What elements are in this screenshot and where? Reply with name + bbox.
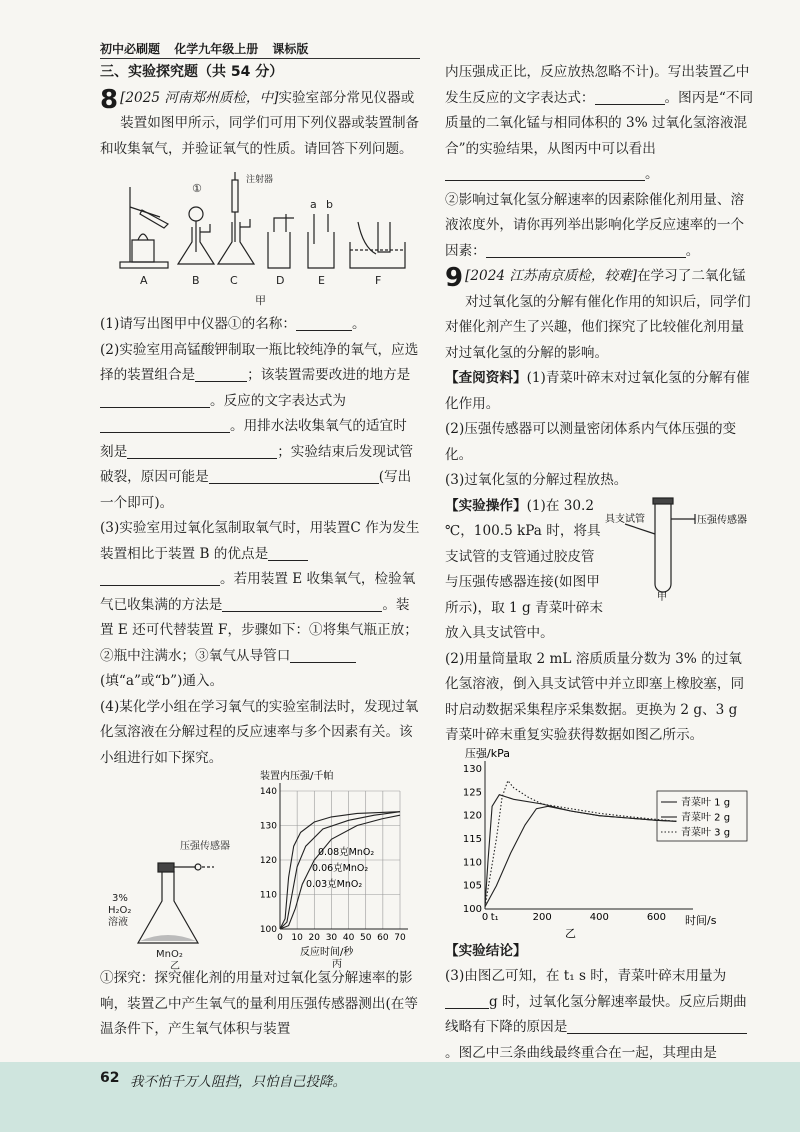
q9-source: [2024 江苏南京质检，较难] (465, 268, 637, 284)
tube-sensor-label: 压强传感器 (697, 514, 747, 526)
apparatus-b (178, 207, 214, 264)
subject: 化学九年级上册 (174, 42, 259, 56)
book-name: 初中必刷题 (100, 42, 161, 56)
x-tick-label: 400 (589, 911, 609, 923)
y-axis-label: 装置内压强/千帕 (260, 771, 334, 782)
left-column (100, 60, 420, 1043)
y-tick-label: 130 (259, 821, 277, 832)
label-b: B (192, 274, 200, 287)
y-tick-label: 130 (462, 763, 482, 775)
x-tick-label: 10 (291, 933, 303, 943)
q8-source: [2025 河南郑州质检，中] (120, 89, 279, 106)
y-tick-label: 120 (259, 856, 277, 866)
footer (0, 1062, 800, 1132)
yi-solution-3: 溶液 (108, 917, 128, 928)
chart-caption: 丙 (332, 959, 342, 970)
apparatus-f (350, 222, 405, 268)
legend-label-1: 青菜叶 1 g (681, 797, 731, 808)
series-line-2 (485, 806, 676, 906)
x-tick-label: 600 (646, 911, 666, 923)
q9-ref1: 【查阅资料】(1)青菜叶碎末对过氧化氢的分解有催化作用。 (445, 370, 750, 412)
series-label-3: 0.03克MnO₂ (306, 879, 363, 890)
y-tick-label: 100 (462, 903, 482, 915)
fig-caption-yi: 乙 (170, 961, 180, 972)
x-tick-label: 200 (532, 911, 552, 923)
x-tick-label: 60 (377, 933, 389, 943)
y-tick-label: 110 (462, 856, 482, 868)
x-tick-label: 0 (481, 911, 489, 923)
yi-solution-2: H₂O₂ (108, 905, 132, 916)
series-label-1: 0.08克MnO₂ (318, 847, 375, 858)
edition: 课标版 (272, 42, 309, 56)
q9-concl-title: 【实验结论】 (445, 942, 527, 959)
label-b-port: b (326, 198, 333, 211)
label-a: A (140, 274, 148, 287)
q9-intro (445, 264, 755, 366)
footer-motto: 我不怕千万人阻挡，只怕自己投降。 (130, 1074, 346, 1090)
label-f: F (375, 274, 382, 287)
yi-sensor-label: 压强传感器 (180, 841, 230, 852)
series-line-1 (485, 794, 676, 906)
apparatus-a (120, 187, 168, 268)
tube-label: 具支试管 (605, 513, 645, 525)
x-tick-label: 50 (359, 933, 372, 943)
label-c: C (230, 274, 238, 287)
header-rule (100, 58, 420, 59)
y-tick-label: 115 (462, 833, 482, 845)
legend-label-2: 青菜叶 2 g (681, 812, 731, 823)
x-tick-t1: t₁ (490, 911, 499, 923)
fig-caption-jia: 甲 (255, 294, 266, 307)
q9-intro-text: 在学习了二氧化锰对过氧化氢的分解有催化作用的知识后，同学们对催化剂产生了兴趣，他们探究了比较催化剂用量对过氧化氢的分解的影响。 (445, 268, 751, 361)
chart-yi (463, 747, 747, 940)
q9-number: 9 (445, 263, 464, 293)
page-header (100, 40, 318, 57)
x-axis-label: 反应时间/秒 (300, 947, 354, 958)
chart-caption: 乙 (565, 926, 576, 940)
x-tick-label: 20 (308, 933, 321, 943)
y-tick-label: 125 (462, 786, 482, 798)
q8-part3: (3)实验室用过氧化氢制取氧气时，用装置C 作为发生装置相比于装置 B 的优点是。若用装置 E 收集氧气，检验氧气已收集满的方法是 。装置 E 还可代替装置 F，步骤如下：①将集气瓶正放；②瓶中注满水；③氧气从导管口(填“a”或“b”)通入。 (100, 520, 420, 689)
label-d: D (276, 274, 285, 287)
label-a-port: a (310, 198, 317, 211)
label-syringe: 注射器 (246, 175, 274, 185)
legend (657, 791, 747, 841)
q8-part4: (4)某化学小组在学习氧气的实验室制法时，发现过氧化氢溶液在分解过程的反应速率与多个因素有关。该小组进行如下探究。 (100, 698, 419, 766)
q9-op-block (445, 494, 755, 647)
tube-figure (605, 494, 755, 604)
q8-intro (100, 86, 420, 163)
apparatus-figure (100, 162, 420, 312)
q8-figure-yi-bing (100, 771, 420, 972)
q9-concl: (3)由图乙可知，在 t₁ s 时，青菜叶碎末用量为g 时，过氧化氢分解速率最快。反应后期曲线略有下降的原因是。图乙中三条曲线最终重合在一起，其理由是 (445, 964, 755, 1092)
q9-ref3: (3)过氧化氢的分解过程放热。 (445, 472, 628, 488)
y-tick-label: 100 (259, 925, 277, 935)
apparatus-d (268, 214, 294, 268)
series-label-2: 0.06克MnO₂ (312, 863, 369, 874)
fig-caption-jia-2: 甲 (657, 591, 667, 603)
x-tick-label: 0 (277, 933, 283, 943)
x-tick-label: 30 (325, 933, 338, 943)
apparatus-c (218, 172, 254, 264)
y-axis-label: 压强/kPa (465, 746, 510, 760)
page-number: 62 (100, 1070, 120, 1086)
section-title: 三、实验探究题（共 54 分） (100, 64, 284, 80)
yi-catalyst: MnO₂ (156, 949, 183, 960)
y-tick-label: 105 (462, 880, 482, 892)
q8-part2: (2)实验室用高锰酸钾制取一瓶比较纯净的氧气，应选择的装置组合是 ；该装置需要改进的地方是。反应的文字表达式为。用排水法收集氧气的适宜时刻是 ；实验结束后发现试管破裂，原因可能是 (写出一个即可)。 (100, 341, 419, 511)
q8-part4-2: ②影响过氧化氢分解速率的因素除催化剂用量、溶液浓度外，请你再列举出影响化学反应速率的一个因素： 。 (445, 191, 745, 259)
label-e: E (318, 274, 325, 287)
q9-op1: 【实验操作】(1)在 30.2 ℃，100.5 kPa 时，将具支试管的支管通过胶皮管与压强传感器连接(如图甲所示)，取 1 g 青菜叶碎末放入具支试管中。 (445, 497, 603, 641)
x-axis-label: 时间/s (685, 913, 717, 927)
yi-solution-1: 3% (112, 893, 128, 904)
label-circle-1: ① (192, 182, 202, 195)
legend-label-3: 青菜叶 3 g (681, 827, 731, 838)
q8-part4-1: ①探究：探究催化剂的用量对过氧化氢分解速率的影响，装置乙中产生氧气的量利用压强传感器测出(在等温条件下，产生氧气体积与装置 (100, 970, 418, 1037)
right-column (445, 60, 755, 1092)
x-tick-label: 40 (342, 933, 355, 943)
q8-intro-text: 实验室部分常见仪器或装置如图甲所示，同学们可用下列仪器或装置制备和收集氧气，并验证氧气的性质。请回答下列问题。 (100, 89, 420, 157)
q9-ref2: (2)压强传感器可以测量密闭体系内气体压强的变化。 (445, 421, 737, 463)
y-tick-label: 120 (462, 810, 482, 822)
apparatus-e (308, 214, 334, 268)
y-tick-label: 140 (259, 787, 277, 797)
q8-part1: (1)请写出图甲中仪器①的名称： 。 (100, 316, 366, 332)
chart-bing (260, 769, 408, 970)
q8-part4-1-cont: 内压强成正比，反应放热忽略不计)。写出装置乙中发生反应的文字表达式： 。图丙是“不同质量的二氧化锰与相同体积的 3% 过氧化氢溶液混合”的实验结果，从图丙中可以看出。 (445, 64, 754, 182)
x-tick-label: 70 (394, 933, 406, 943)
q9-op2: (2)用量筒量取 2 mL 溶质质量分数为 3% 的过氧化氢溶液，倒入具支试管中并立即塞上橡胶塞，同时启动数据采集程序采集数据。更换为 2 g、3 g 青菜叶碎末重复实验获得数据如图乙所示。 (445, 650, 745, 743)
flask-apparatus (138, 863, 214, 943)
chart-yi-figure (445, 746, 755, 940)
q8-number: 8 (100, 84, 119, 115)
y-tick-label: 110 (259, 890, 277, 901)
